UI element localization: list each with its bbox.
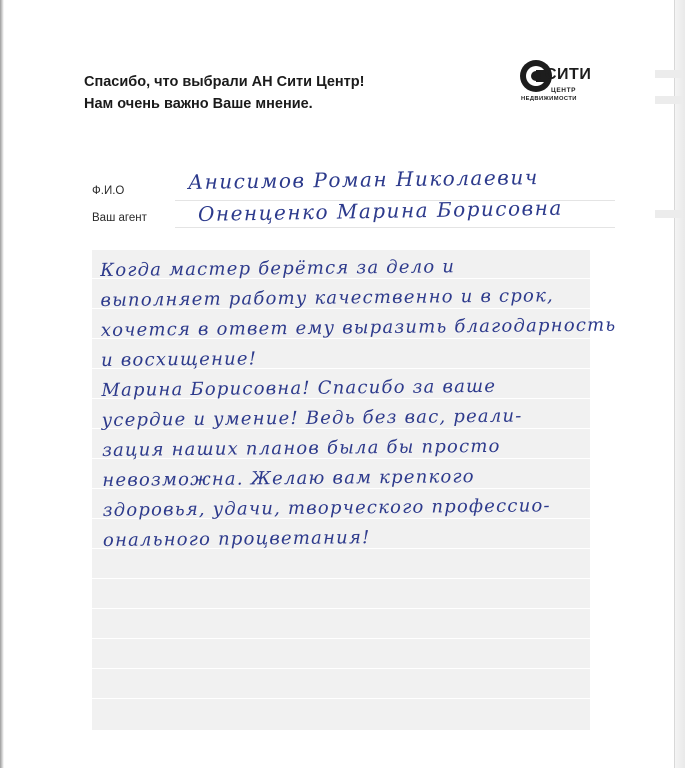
ruled-line — [92, 608, 590, 609]
ruled-line — [92, 698, 590, 699]
agent-underline — [175, 227, 615, 228]
heading-line-2: Нам очень важно Ваше мнение. — [84, 96, 313, 112]
logo-wordmark: СИТИ — [545, 66, 592, 83]
logo-subtitle-2: НЕДВИЖИМОСТИ — [521, 96, 577, 102]
review-line: зация наших планов была бы просто — [101, 435, 501, 461]
review-line: и восхищение! — [100, 348, 258, 371]
review-line: хочется в ответ ему выразить благодарность — [100, 314, 617, 341]
review-line: Марина Борисовна! Спасибо за ваше — [101, 375, 497, 401]
fio-label: Ф.И.О — [92, 185, 125, 197]
ruled-line — [92, 638, 590, 639]
form-heading — [84, 71, 364, 115]
review-line: онального процветания! — [102, 527, 371, 551]
handwritten-review — [100, 250, 643, 556]
review-line: выполняет работу качественно и в срок, — [100, 285, 555, 311]
fio-handwritten-value: Анисимов Роман Николаевич — [187, 165, 539, 194]
scan-edge-left — [0, 0, 4, 768]
review-line: Когда мастер берётся за дело и — [100, 256, 456, 281]
scan-edge-right — [675, 0, 685, 768]
review-line: здоровья, удачи, творческого профессио- — [102, 495, 551, 521]
agent-handwritten-value: Оненценко Марина Борисовна — [197, 195, 563, 226]
ruled-line — [92, 668, 590, 669]
logo-subtitle-1: ЦЕНТР — [551, 87, 577, 94]
review-line: невозможна. Желаю вам крепкого — [102, 466, 475, 491]
review-line: усердие и умение! Ведь без вас, реали- — [101, 405, 523, 431]
heading-line-1: Спасибо, что выбрали АН Сити Центр! — [84, 74, 365, 90]
bleed-through-mark — [655, 210, 683, 218]
agent-label: Ваш агент — [92, 212, 147, 224]
bleed-through-mark — [655, 70, 683, 78]
scan-edge-line — [674, 0, 675, 768]
ruled-line — [92, 578, 590, 579]
bleed-through-mark — [655, 96, 683, 104]
company-logo — [519, 58, 599, 110]
